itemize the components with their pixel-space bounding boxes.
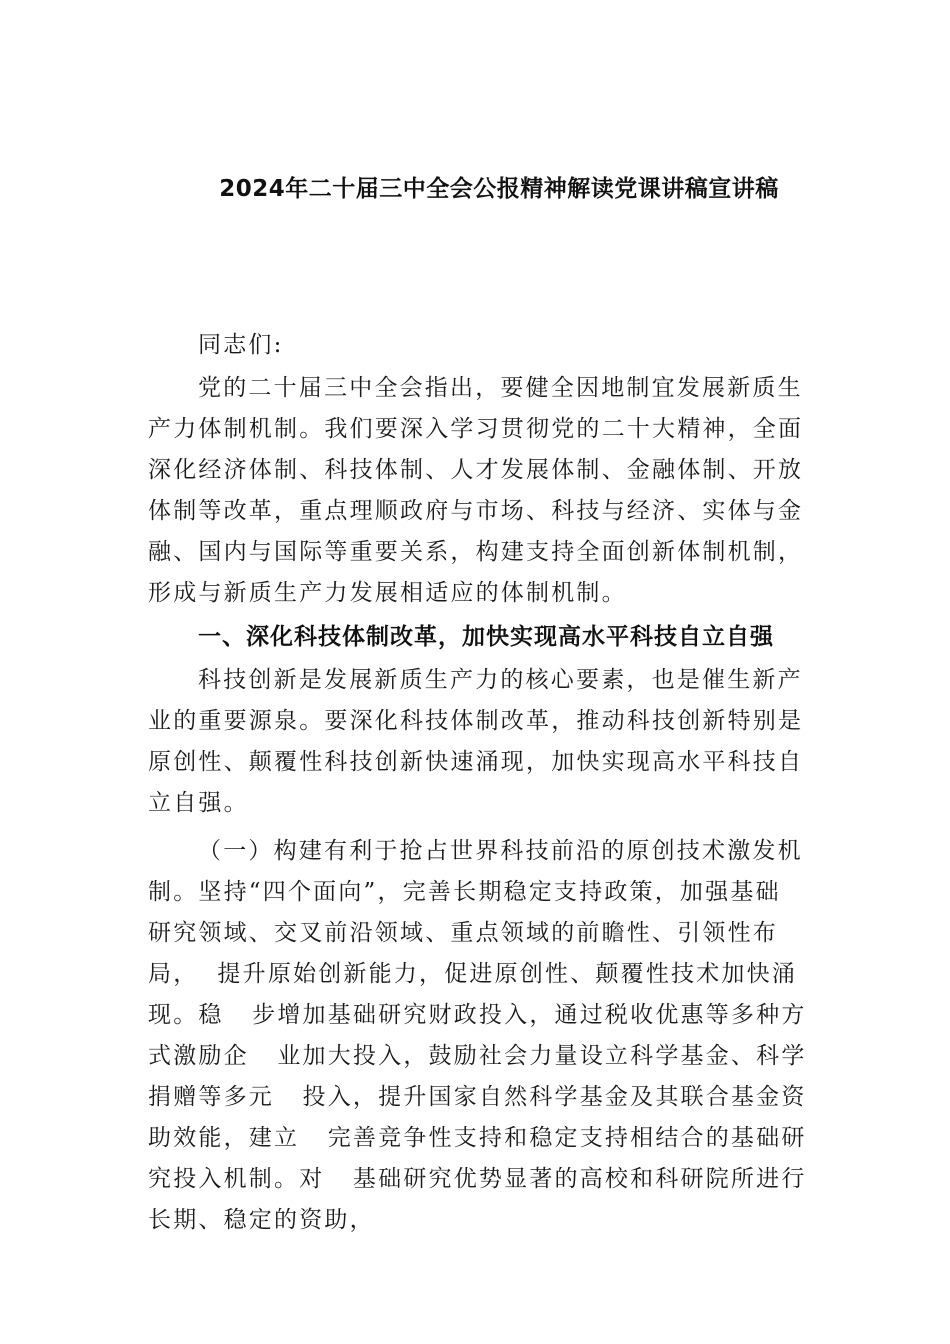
subsection-line: 现。稳 步增加基础研究财政投入，通过税收优惠等多种方 (148, 1002, 807, 1028)
section-line: 原创性、颠覆性科技创新快速涌现，加快实现高水平科技自 (148, 749, 804, 775)
intro-line: 深化经济体制、科技体制、人才发展体制、金融体制、开放 (148, 457, 804, 483)
subsection-line: 研究领域、交叉前沿领域、重点领域的前瞻性、引领性布 (148, 920, 778, 946)
subsection-line: 究投入机制。对 基础研究优势显著的高校和科研院所进行 (148, 1166, 807, 1192)
document-title: 2024年二十届三中全会公报精神解读党课讲稿宣讲稿 (219, 176, 779, 202)
intro-line: 产力体制机制。我们要深入学习贯彻党的二十大精神，全面 (148, 416, 804, 442)
section-line: 业的重要源泉。要深化科技体制改革，推动科技创新特别是 (148, 708, 804, 734)
section-line: 立自强。 (148, 790, 249, 816)
subsection-line: 长期、稳定的资助， (148, 1207, 375, 1233)
subsection-line: （一）构建有利于抢占世界科技前沿的原创技术激发机 (198, 838, 803, 864)
intro-line: 融、国内与国际等重要关系，构建支持全面创新体制机制， (148, 539, 804, 565)
subsection-line: 助效能，建立 完善竞争性支持和稳定支持相结合的基础研 (148, 1125, 807, 1151)
subsection-line: 制。坚持“四个面向”，完善长期稳定支持政策，加强基础 (148, 879, 781, 905)
intro-line: 形成与新质生产力发展相适应的体制机制。 (148, 580, 627, 606)
section-line: 科技创新是发展新质生产力的核心要素，也是催生新产 (198, 667, 803, 693)
subsection-line: 式激励企 业加大投入，鼓励社会力量设立科学基金、科学 (148, 1043, 807, 1069)
salutation: 同志们: (198, 332, 284, 358)
subsection-line: 捐赠等多元 投入，提升国家自然科学基金及其联合基金资 (148, 1084, 807, 1110)
intro-line: 体制等改革，重点理顺政府与市场、科技与经济、实体与金 (148, 498, 804, 524)
subsection-line: 局， 提升原始创新能力，促进原创性、颠覆性技术加快涌 (148, 961, 798, 987)
intro-line: 党的二十届三中全会指出，要健全因地制宜发展新质生 (198, 375, 803, 401)
section-heading: 一、深化科技体制改革，加快实现高水平科技自立自强 (198, 624, 774, 650)
